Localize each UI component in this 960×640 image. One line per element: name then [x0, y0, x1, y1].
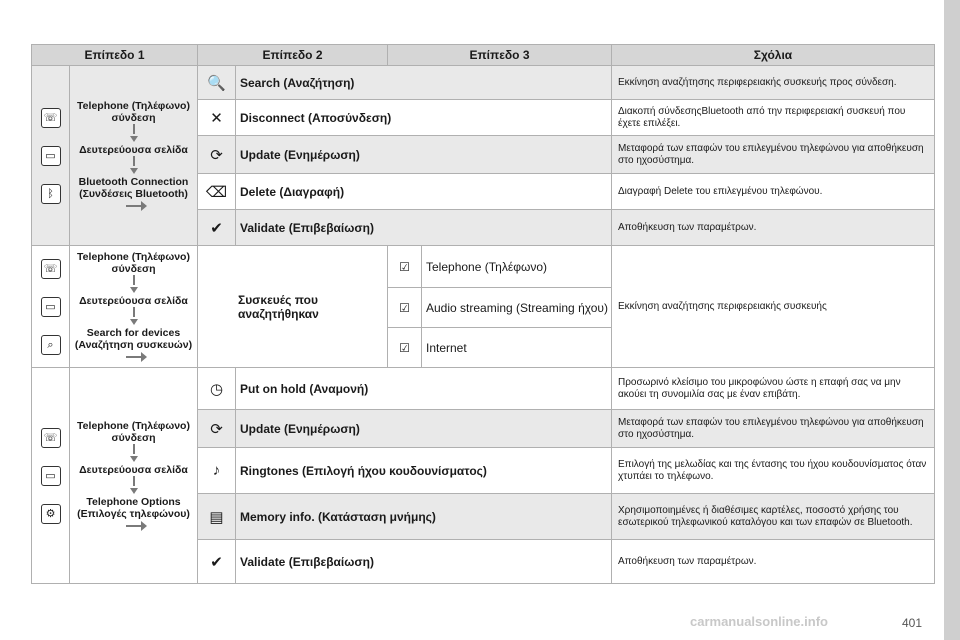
comment: Επιλογή της μελωδίας και της έντασης του ήχου κουδουνίσματος όταν χτυπάει το τηλέφωνο. — [612, 448, 935, 494]
ringtone-icon: ♪ — [198, 448, 236, 494]
menu-table — [31, 44, 935, 584]
comment: Διαγραφή Delete του επιλεγμένου τηλεφώνου. — [612, 174, 935, 210]
comment: Προσωρινό κλείσιμο του μικροφώνου ώστε η επαφή σας να μην ακούει τη συνομιλία σας με έναν επιβάτη. — [612, 368, 935, 410]
comment: Αποθήκευση των παραμέτρων. — [612, 210, 935, 246]
validate-check-icon: ✔ — [198, 540, 236, 584]
update-icon: ⟳ — [198, 136, 236, 174]
option-internet[interactable]: Internet — [422, 328, 612, 368]
comment: Μεταφορά των επαφών του επιλεγμένου τηλεφώνου για αποθήκευση στο ηχοσύστημα. — [612, 410, 935, 448]
phone-icon: ☏ — [41, 108, 61, 128]
update-icon: ⟳ — [198, 410, 236, 448]
table-row — [32, 368, 935, 410]
header-level-2: Επίπεδο 2 — [198, 45, 388, 66]
level2-found-devices[interactable]: Συσκευές που αναζητήθηκαν — [198, 246, 388, 368]
option-audio-streaming[interactable]: Audio streaming (Streaming ήχου) — [422, 288, 612, 328]
comment: Χρησιμοποιημένες ή διαθέσιμες καρτέλες, ποσοστό χρήσης του εσωτερικού τηλεφωνικού καταλόγου και των επαφών σε Bluetooth. — [612, 494, 935, 540]
comment: Εκκίνηση αναζήτησης περιφερειακής συσκευής προς σύνδεση. — [612, 66, 935, 100]
table-row — [32, 66, 935, 100]
menu-item-memory-info[interactable]: Memory info. (Κατάσταση μνήμης) — [236, 494, 612, 540]
menu-item-update[interactable]: Update (Ενημέρωση) — [236, 410, 612, 448]
section2-flow: Telephone (Τηλέφωνο) σύνδεση Δευτερεύουσα σελίδα Search for devices (Αναζήτηση συσκευών) — [70, 246, 198, 368]
arrow-right-icon — [126, 356, 142, 358]
comment: Διακοπή σύνδεσηςBluetooth από την περιφερειακή συσκευή που έχετε επιλέξει. — [612, 100, 935, 136]
header-comments: Σχόλια — [612, 45, 935, 66]
phone-icon: ☏ — [41, 428, 61, 448]
section3-icons — [32, 368, 70, 584]
checkbox-icon[interactable]: ☑ — [388, 328, 422, 368]
comment: Εκκίνηση αναζήτησης περιφερειακής συσκευής — [612, 246, 935, 368]
phone-icon: ☏ — [41, 259, 61, 279]
phone-settings-icon: ⚙ — [41, 504, 61, 524]
menu-item-update[interactable]: Update (Ενημέρωση) — [236, 136, 612, 174]
section3-flow: Telephone (Τηλέφωνο) σύνδεση Δευτερεύουσα σελίδα Telephone Options (Επιλογές τηλεφώνου) — [70, 368, 198, 584]
table-row — [32, 246, 935, 288]
bluetooth-icon: ᛒ — [41, 184, 61, 204]
comment: Αποθήκευση των παραμέτρων. — [612, 540, 935, 584]
header-level-3: Επίπεδο 3 — [388, 45, 612, 66]
comment: Μεταφορά των επαφών του επιλεγμένου τηλεφώνου για αποθήκευση στο ηχοσύστημα. — [612, 136, 935, 174]
secondary-page-icon: ▭ — [41, 146, 61, 166]
device-search-icon: ⌕ — [41, 335, 61, 355]
arrow-right-icon — [126, 205, 142, 207]
menu-item-put-on-hold[interactable]: Put on hold (Αναμονή) — [236, 368, 612, 410]
menu-item-validate[interactable]: Validate (Επιβεβαίωση) — [236, 210, 612, 246]
watermark: carmanualsonline.info — [690, 614, 828, 629]
secondary-page-icon: ▭ — [41, 466, 61, 486]
delete-icon: ⌫ — [198, 174, 236, 210]
section1-icons — [32, 66, 70, 246]
disconnect-icon: ✕ — [198, 100, 236, 136]
menu-item-delete[interactable]: Delete (Διαγραφή) — [236, 174, 612, 210]
right-scrollbar — [944, 0, 960, 640]
menu-item-search[interactable]: Search (Αναζήτηση) — [236, 66, 612, 100]
arrow-right-icon — [126, 525, 142, 527]
hold-icon: ◷ — [198, 368, 236, 410]
menu-item-disconnect[interactable]: Disconnect (Αποσύνδεση) — [236, 100, 612, 136]
section2-icons — [32, 246, 70, 368]
menu-item-ringtones[interactable]: Ringtones (Επιλογή ήχου κουδουνίσματος) — [236, 448, 612, 494]
option-telephone[interactable]: Telephone (Τηλέφωνο) — [422, 246, 612, 288]
validate-check-icon: ✔ — [198, 210, 236, 246]
menu-item-validate[interactable]: Validate (Επιβεβαίωση) — [236, 540, 612, 584]
header-row — [32, 45, 935, 66]
checkbox-icon[interactable]: ☑ — [388, 288, 422, 328]
page-number: 401 — [902, 616, 923, 630]
secondary-page-icon: ▭ — [41, 297, 61, 317]
memory-icon: ▤ — [198, 494, 236, 540]
section1-flow: Telephone (Τηλέφωνο) σύνδεση Δευτερεύουσα σελίδα Bluetooth Connection (Συνδέσεις Bluetooth) — [70, 66, 198, 246]
header-level-1: Επίπεδο 1 — [32, 45, 198, 66]
search-icon: 🔍 — [198, 66, 236, 100]
checkbox-icon[interactable]: ☑ — [388, 246, 422, 288]
